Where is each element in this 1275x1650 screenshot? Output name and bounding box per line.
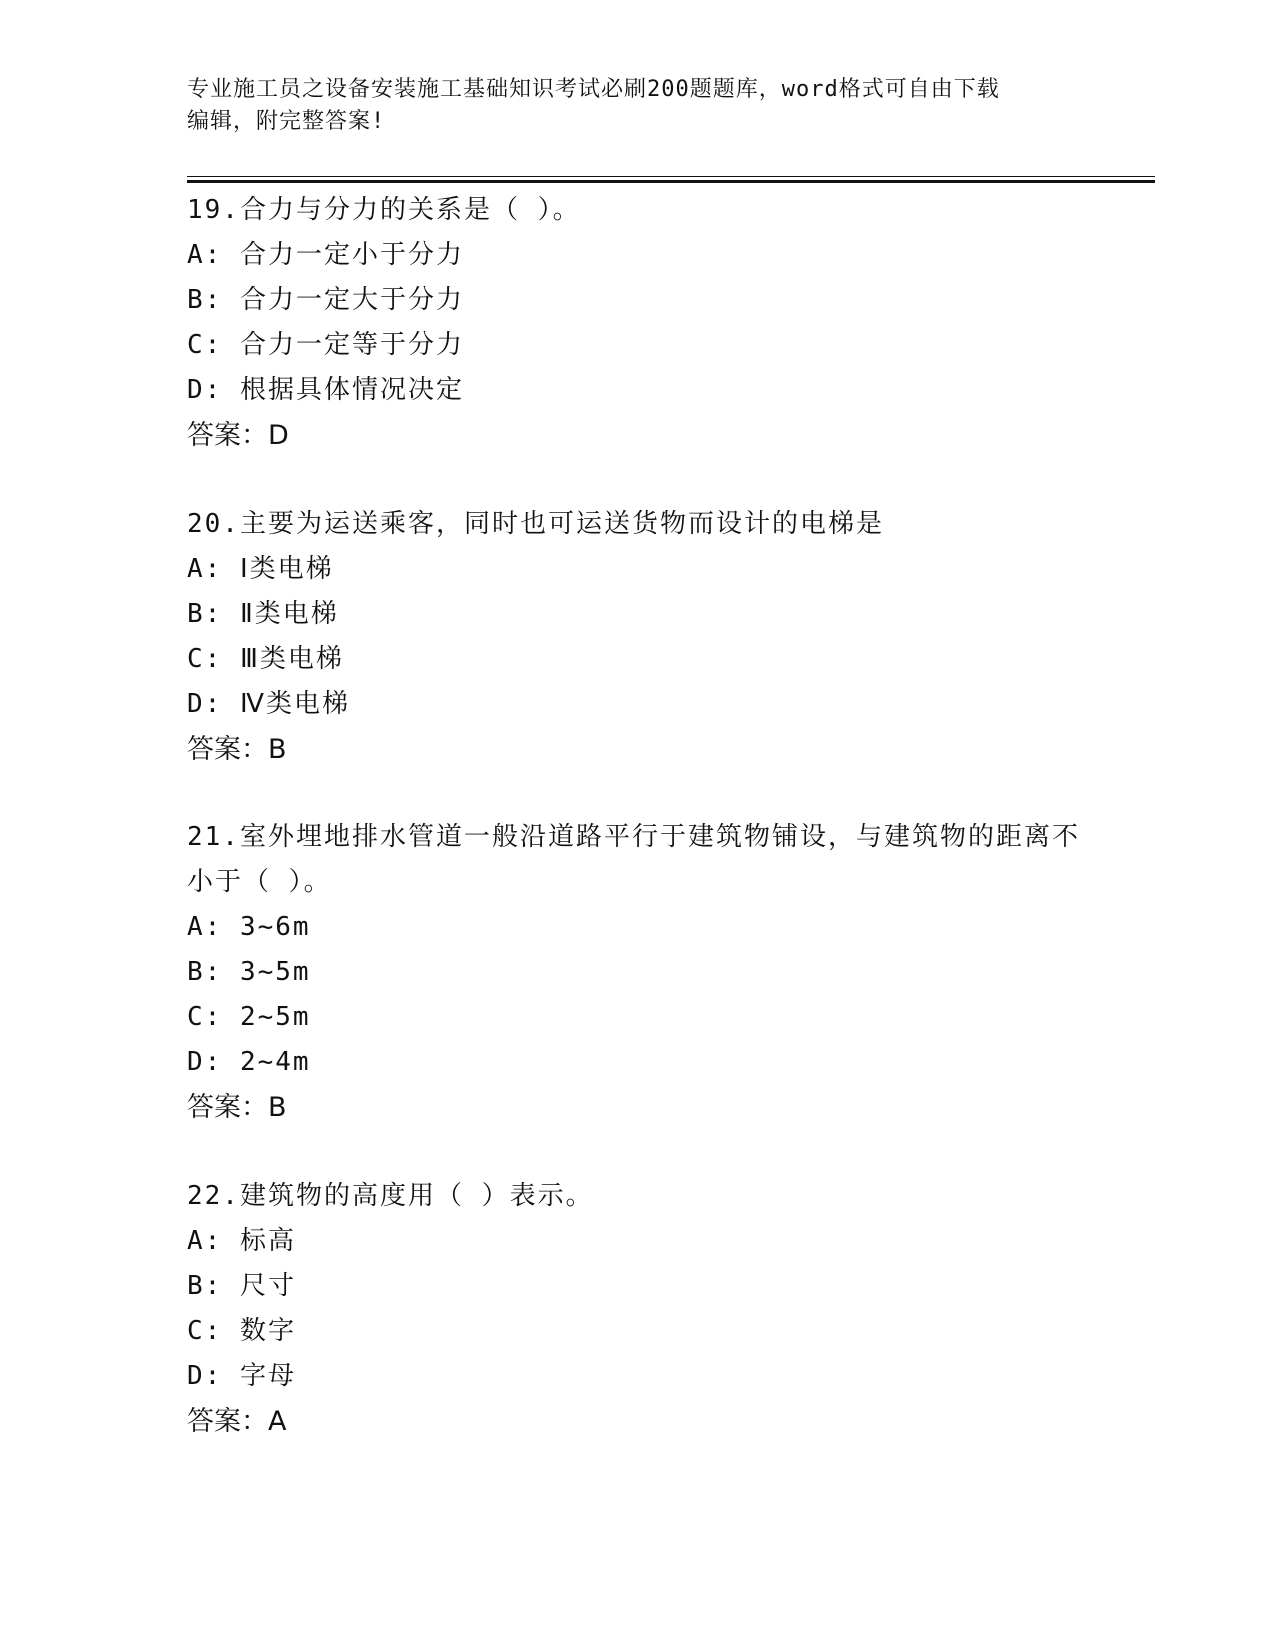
header-divider-thick <box>187 180 1155 183</box>
option-c: C: 数字 <box>187 1316 296 1346</box>
question-22 <box>187 1174 1087 1445</box>
question-21 <box>187 815 1087 1131</box>
option-d: D: 2~4m <box>187 1047 311 1077</box>
option-a: A: 合力一定小于分力 <box>187 240 464 270</box>
option-b: B: 尺寸 <box>187 1271 296 1301</box>
option-c: C: Ⅲ类电梯 <box>187 644 344 674</box>
header-divider-thin <box>187 176 1155 177</box>
option-c: C: 2~5m <box>187 1002 311 1032</box>
question-20 <box>187 502 1087 773</box>
question-19 <box>187 188 1087 459</box>
option-b: B: Ⅱ类电梯 <box>187 599 339 629</box>
question-stem: 19.合力与分力的关系是（ ）。 <box>187 195 581 225</box>
option-b: B: 合力一定大于分力 <box>187 285 464 315</box>
option-a: A: 3~6m <box>187 912 311 942</box>
answer: 答案：A <box>187 1406 287 1437</box>
question-stem: 21.室外埋地排水管道一般沿道路平行于建筑物铺设，与建筑物的距离不小于（ ）。 <box>187 822 1080 897</box>
option-b: B: 3~5m <box>187 957 311 987</box>
option-d: D: Ⅳ类电梯 <box>187 689 350 719</box>
answer: 答案：D <box>187 420 289 451</box>
option-a: A: 标高 <box>187 1226 296 1256</box>
question-stem: 22.建筑物的高度用（ ）表示。 <box>187 1181 594 1211</box>
question-stem: 20.主要为运送乘客，同时也可运送货物而设计的电梯是 <box>187 509 884 539</box>
document-header <box>187 74 1067 138</box>
answer: 答案：B <box>187 1092 287 1123</box>
option-d: D: 字母 <box>187 1361 296 1391</box>
header-title-line-1: 专业施工员之设备安装施工基础知识考试必刷200题题库，word格式可自由下载 <box>187 77 1000 102</box>
option-a: A: Ⅰ类电梯 <box>187 554 334 584</box>
option-d: D: 根据具体情况决定 <box>187 375 464 405</box>
option-c: C: 合力一定等于分力 <box>187 330 464 360</box>
answer: 答案：B <box>187 734 287 765</box>
header-title-line-2: 编辑，附完整答案! <box>187 109 386 134</box>
